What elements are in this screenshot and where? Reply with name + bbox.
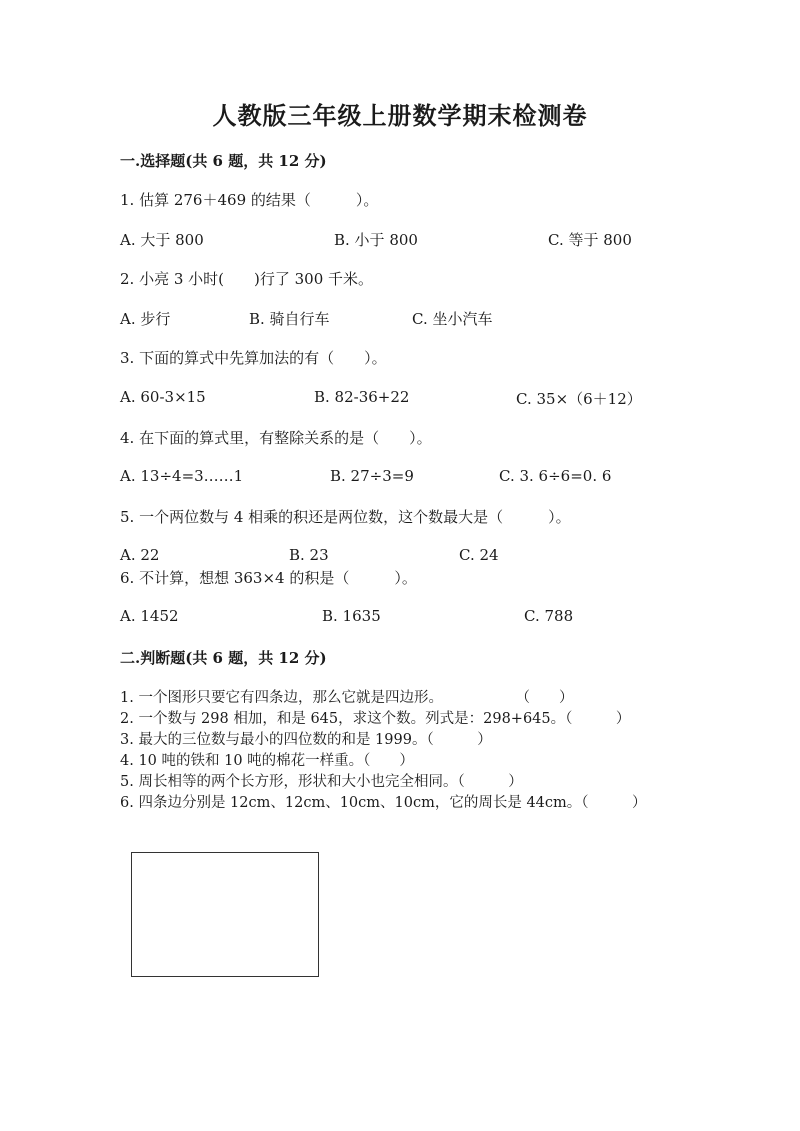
q1-option-b: B. 小于 800 (334, 231, 418, 249)
judgment-item-6: 6. 四条边分别是 12cm、12cm、10cm、10cm，它的周长是 44cm。（ ） (120, 795, 647, 811)
page-title: 人教版三年级上册数学期末检测卷 (212, 101, 588, 130)
question-3: 3. 下面的算式中先算加法的有（ ）。 (120, 349, 387, 367)
q5-option-b: B. 23 (289, 546, 329, 564)
q1-option-c: C. 等于 800 (548, 231, 632, 249)
q6-option-c: C. 788 (524, 607, 574, 625)
section-heading-judgment: 二.判断题(共 6 题，共 12 分) (120, 649, 327, 667)
answer-box (131, 852, 319, 977)
q2-option-b: B. 骑自行车 (249, 310, 330, 328)
question-5: 5. 一个两位数与 4 相乘的积还是两位数，这个数最大是（ ）。 (120, 508, 571, 526)
question-2: 2. 小亮 3 小时( )行了 300 千米。 (120, 270, 374, 288)
question-6: 6. 不计算，想想 363×4 的积是（ ）。 (120, 569, 417, 587)
judgment-item-4: 4. 10 吨的铁和 10 吨的棉花一样重。（ ） (120, 753, 414, 769)
q5-option-c: C. 24 (459, 546, 499, 564)
q4-option-a: A. 13÷4=3……1 (120, 467, 244, 485)
question-1: 1. 估算 276＋469 的结果（ ）。 (120, 191, 379, 209)
judgment-item-5: 5. 周长相等的两个长方形，形状和大小也完全相同。（ ） (120, 774, 523, 790)
q1-option-a: A. 大于 800 (120, 231, 204, 249)
q5-option-a: A. 22 (120, 546, 160, 564)
q4-option-c: C. 3. 6÷6=0. 6 (499, 467, 612, 485)
q4-option-b: B. 27÷3=9 (330, 467, 414, 485)
q2-option-a: A. 步行 (120, 310, 171, 328)
section-heading-choice: 一.选择题(共 6 题，共 12 分) (120, 152, 327, 170)
judgment-item-2: 2. 一个数与 298 相加，和是 645，求这个数。列式是：298+645。（ ） (120, 711, 631, 727)
question-4: 4. 在下面的算式里，有整除关系的是（ ）。 (120, 429, 432, 447)
judgment-item-3: 3. 最大的三位数与最小的四位数的和是 1999。（ ） (120, 732, 492, 748)
q3-option-b: B. 82-36+22 (314, 388, 410, 406)
q3-option-a: A. 60-3×15 (120, 388, 206, 406)
q6-option-b: B. 1635 (322, 607, 381, 625)
q3-option-c: C. 35×（6＋12） (516, 390, 642, 408)
q6-option-a: A. 1452 (120, 607, 179, 625)
judgment-item-1: 1. 一个图形只要它有四条边，那么它就是四边形。 （ ） (120, 690, 574, 706)
q2-option-c: C. 坐小汽车 (412, 310, 493, 328)
